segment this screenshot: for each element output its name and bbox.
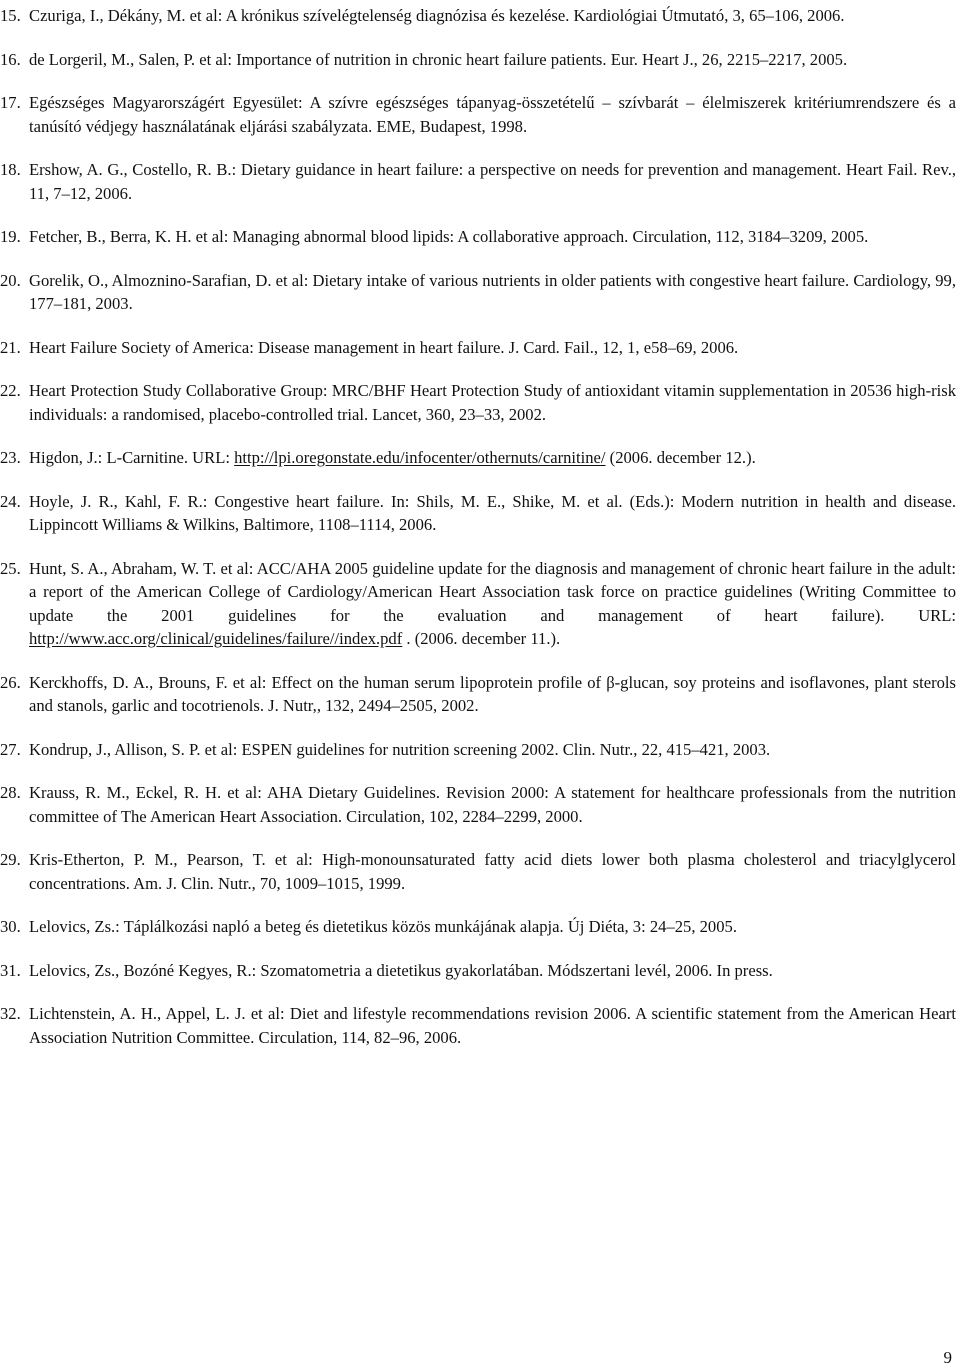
reference-item <box>0 915 956 939</box>
reference-text: Egészséges Magyarországért Egyesület: A szívre egészséges tápanyag-összetételű – szívbarát – élelmiszerek kritériumrendszere és a tanúsító védjegy használatának eljárási szabályzata. EME, Budapest, 1998. <box>29 93 956 136</box>
reference-text-suffix: . (2006. december 11.). <box>402 629 561 648</box>
reference-item <box>0 848 956 895</box>
reference-text: Czuriga, I., Dékány, M. et al: A krónikus szívelégtelenség diagnózisa és kezelése. Kardiológiai Útmutató, 3, 65–106, 2006. <box>29 6 845 25</box>
reference-number: 26. <box>0 672 21 692</box>
reference-number: 19. <box>0 227 21 246</box>
reference-text: Heart Protection Study Collaborative Group: MRC/BHF Heart Protection Study of antioxidant vitamin supplementation in 20536 high-risk individuals: a randomised, placebo-controlled trial. Lancet, 360, 23–33, 2002. <box>29 381 956 424</box>
reference-text: Ershow, A. G., Costello, R. B.: Dietary guidance in heart failure: a perspective on needs for prevention and management. Heart Fail. Rev., 11, 7–12, 2006. <box>29 160 956 203</box>
reference-text: Heart Failure Society of America: Disease management in heart failure. J. Card. Fail., 12, 1, e58–69, 2006. <box>29 337 739 357</box>
page-number: 9 <box>943 1348 952 1367</box>
reference-text: Kris-Etherton, P. M., Pearson, T. et al: High-monounsaturated fatty acid diets lower both plasma cholesterol and triacylglycerol concentrations. Am. J. Clin. Nutr., 70, 1009–1015, 1999. <box>29 850 956 893</box>
reference-text: Lichtenstein, A. H., Appel, L. J. et al: Diet and lifestyle recommendations revision 2006. A scientific statement from the American Heart Association Nutrition Committee. Circulation, 114, 82–96, 2006. <box>29 1004 956 1047</box>
reference-item <box>0 269 956 316</box>
reference-number: 20. <box>0 270 21 290</box>
reference-number: 27. <box>0 739 21 759</box>
reference-url-link[interactable]: http://lpi.oregonstate.edu/infocenter/othernuts/carnitine/ <box>234 448 606 467</box>
reference-item <box>0 225 956 249</box>
reference-item <box>0 781 956 828</box>
reference-number: 15. <box>0 6 21 25</box>
reference-text: Lelovics, Zs.: Táplálkozási napló a beteg és dietetikus közös munkájának alapja. Új Diéta, 3: 24–25, 2005. <box>29 917 737 936</box>
reference-item <box>0 336 956 360</box>
reference-number: 32. <box>0 1004 21 1023</box>
reference-item <box>0 557 956 651</box>
reference-number: 18. <box>0 160 21 179</box>
reference-number: 17. <box>0 93 21 112</box>
reference-url-link[interactable]: http://www.acc.org/clinical/guidelines/failure//index.pdf <box>29 629 403 648</box>
reference-number: 22. <box>0 381 21 400</box>
reference-number: 25. <box>0 558 21 578</box>
reference-number: 16. <box>0 49 21 69</box>
reference-item <box>0 446 956 470</box>
reference-item <box>0 48 956 72</box>
reference-item <box>0 671 956 718</box>
reference-text: Higdon, J.: L-Carnitine. URL: <box>29 448 235 467</box>
reference-number: 28. <box>0 783 21 802</box>
reference-text: Gorelik, O., Almoznino-Sarafian, D. et al: Dietary intake of various nutrients in older patients with congestive heart failure. Cardiology, 99, 177–181, 2003. <box>29 270 956 313</box>
reference-text: Kerckhoffs, D. A., Brouns, F. et al: Effect on the human serum lipoprotein profile of β-glucan, soy proteins and isoflavones, plant sterols and stanols, garlic and tocotrienols. J. Nutr,, 132, 2494–2505, 2002. <box>29 672 956 715</box>
reference-item <box>0 959 956 983</box>
reference-number: 23. <box>0 448 21 467</box>
reference-number: 29. <box>0 850 21 869</box>
reference-item <box>0 1002 956 1049</box>
reference-item <box>0 91 956 138</box>
reference-text: Lelovics, Zs., Bozóné Kegyes, R.: Szomatometria a dietetikus gyakorlatában. Módszertani levél, 2006. In press. <box>29 960 773 980</box>
reference-text: Kondrup, J., Allison, S. P. et al: ESPEN guidelines for nutrition screening 2002. Clin. Nutr., 22, 415–421, 2003. <box>29 739 771 759</box>
reference-item <box>0 4 956 28</box>
reference-list <box>0 4 956 1069</box>
reference-text: Fetcher, B., Berra, K. H. et al: Managing abnormal blood lipids: A collaborative approach. Circulation, 112, 3184–3209, 2005. <box>29 227 869 246</box>
reference-item <box>0 490 956 537</box>
reference-text: Krauss, R. M., Eckel, R. H. et al: AHA Dietary Guidelines. Revision 2000: A statement for healthcare professionals from the nutrition committee of The American Heart Association. Circulation, 102, 2284–2299, 2000. <box>29 783 956 826</box>
reference-number: 31. <box>0 960 21 980</box>
reference-text: Hunt, S. A., Abraham, W. T. et al: ACC/AHA 2005 guideline update for the diagnosis and management of chronic heart failure in the adult: a report of the American College of Cardiology/American Heart Association task force on practice guidelines (Writing Committee to update the 2001 guidelines for the evaluation and management of heart failure). URL: <box>29 558 956 625</box>
reference-text-suffix: (2006. december 12.). <box>605 448 756 467</box>
reference-item <box>0 158 956 205</box>
reference-item <box>0 738 956 762</box>
reference-number: 21. <box>0 337 21 357</box>
reference-item <box>0 379 956 426</box>
reference-text: Hoyle, J. R., Kahl, F. R.: Congestive heart failure. In: Shils, M. E., Shike, M. et al. (Eds.): Modern nutrition in health and disease. Lippincott Williams & Wilkins, Baltimore, 1108–1114, 2006. <box>29 491 956 534</box>
reference-number: 30. <box>0 917 21 936</box>
reference-text: de Lorgeril, M., Salen, P. et al: Importance of nutrition in chronic heart failure patients. Eur. Heart J., 26, 2215–2217, 2005. <box>29 49 848 69</box>
reference-number: 24. <box>0 491 21 511</box>
